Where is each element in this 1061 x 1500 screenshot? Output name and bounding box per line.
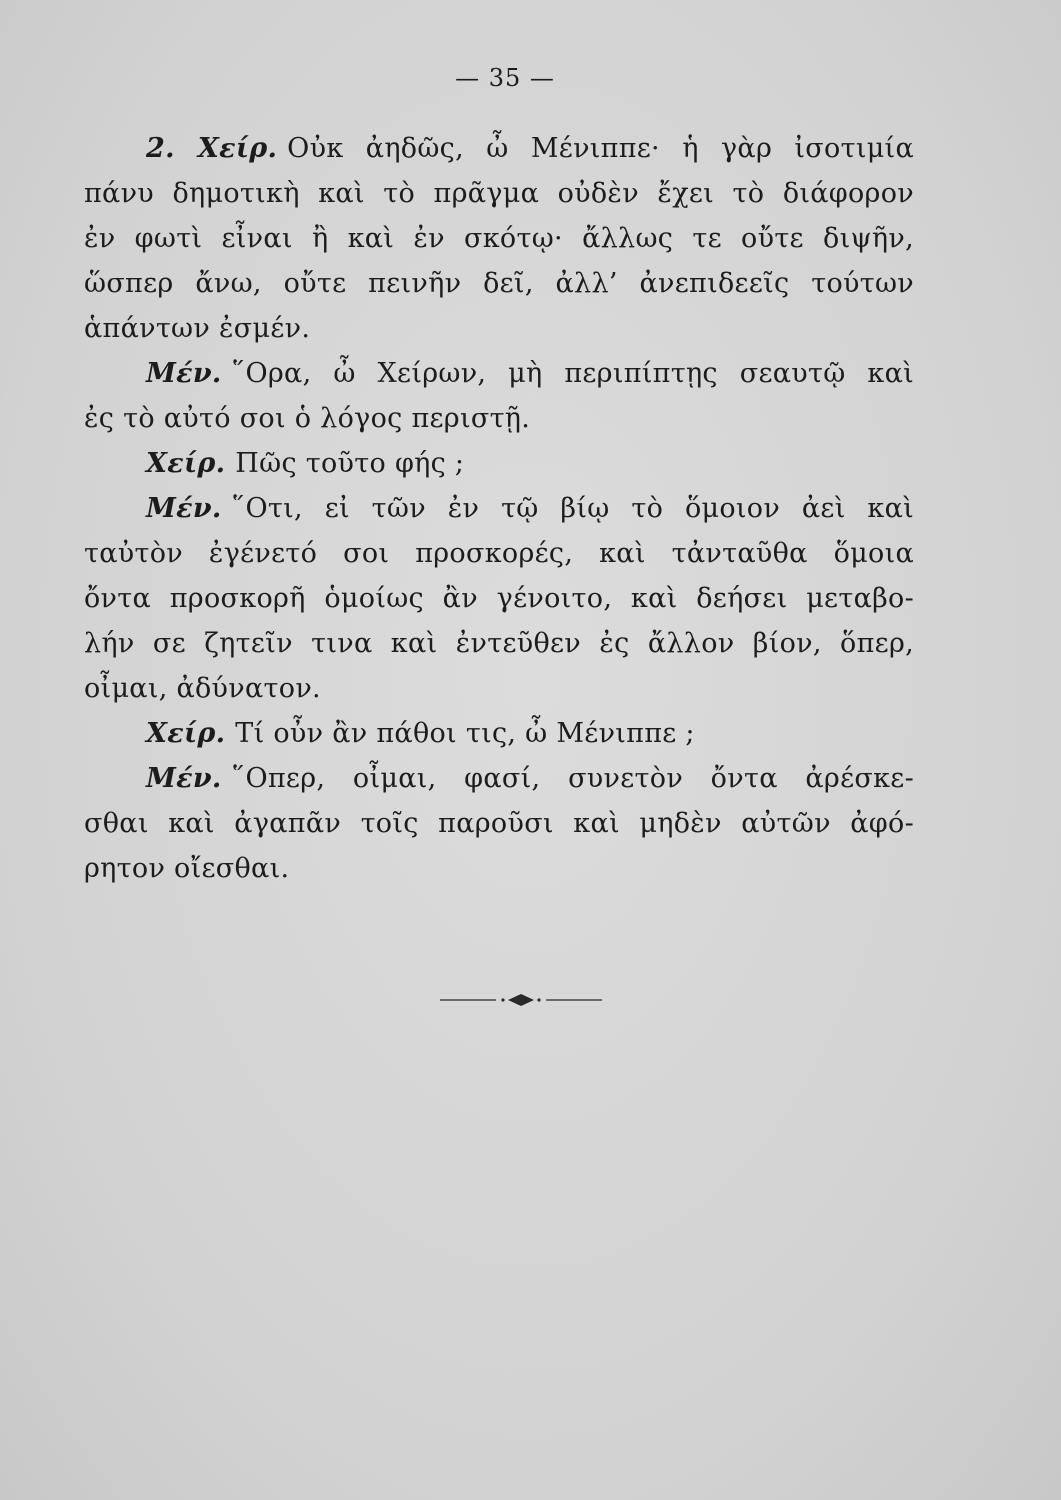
text-line — [84, 801, 914, 846]
text-line — [84, 261, 914, 306]
page-number: — 35 — — [455, 64, 555, 92]
line-text: Πῶς τοῦτο φής ; — [235, 448, 465, 479]
line-text: πάνυ δημοτικὴ καὶ τὸ πρᾶγμα οὐδὲν ἔχει τὸ διάφορον — [84, 178, 914, 209]
text-line — [84, 441, 914, 486]
ornamental-rule-icon — [440, 988, 602, 1012]
text-line — [84, 756, 914, 801]
line-text: ὄντα προσκορῆ ὁμοίως ἂν γένοιτο, καὶ δεήσει μεταβο- — [84, 583, 914, 614]
text-line — [84, 846, 914, 891]
speaker-label: Μέν. — [146, 358, 222, 389]
line-text: σθαι καὶ ἀγαπᾶν τοῖς παροῦσι καὶ μηδὲν αὐτῶν ἀφό- — [84, 808, 914, 839]
text-line — [84, 711, 914, 756]
text-line — [84, 396, 914, 441]
line-text: ἁπάντων ἐσμέν. — [84, 313, 311, 344]
text-line — [84, 306, 914, 351]
speaker-label: Μέν. — [146, 493, 222, 524]
speaker-label: 2. Χείρ. — [146, 133, 278, 164]
line-text: λήν σε ζητεῖν τινα καὶ ἐντεῦθεν ἐς ἄλλον βίον, ὅπερ, — [84, 628, 914, 659]
line-text: ῞Οπερ, οἶμαι, φασί, συνετὸν ὄντα ἀρέσκε- — [231, 763, 914, 794]
text-line — [84, 666, 914, 711]
text-line — [84, 171, 914, 216]
text-line — [84, 531, 914, 576]
line-text: ὥσπερ ἄνω, οὔτε πεινῆν δεῖ, ἀλλ’ ἀνεπιδεεῖς τούτων — [84, 268, 914, 299]
text-line — [84, 621, 914, 666]
line-text: Τί οὖν ἂν πάθοι τις, ὦ Μένιππε ; — [235, 718, 695, 749]
line-text: ῞Ορα, ὦ Χείρων, μὴ περιπίπτῃς σεαυτῷ καὶ — [231, 358, 914, 389]
line-text: ἐς τὸ αὐτό σοι ὁ λόγος περιστῇ. — [84, 403, 531, 434]
speaker-label: Χείρ. — [146, 448, 226, 479]
line-text: Οὐκ ἀηδῶς, ὦ Μένιππε· ἡ γὰρ ἰσοτιμία — [287, 133, 914, 164]
line-text: ταὐτὸν ἐγένετό σοι προσκορές, καὶ τἀνταῦθα ὅμοια — [84, 538, 914, 569]
text-line — [84, 576, 914, 621]
dialogue-text — [84, 126, 914, 891]
text-line — [84, 486, 914, 531]
text-line — [84, 216, 914, 261]
line-text: ἐν φωτὶ εἶναι ἢ καὶ ἐν σκότῳ· ἄλλως τε οὔτε διψῆν, — [84, 223, 914, 254]
text-line — [84, 126, 914, 171]
line-text: ρητον οἴεσθαι. — [84, 853, 290, 884]
speaker-label: Χείρ. — [146, 718, 226, 749]
text-line — [84, 351, 914, 396]
speaker-label: Μέν. — [146, 763, 222, 794]
line-text: ῞Οτι, εἰ τῶν ἐν τῷ βίῳ τὸ ὅμοιον ἀεὶ καὶ — [231, 493, 914, 524]
line-text: οἶμαι, ἀδύνατον. — [84, 673, 321, 704]
